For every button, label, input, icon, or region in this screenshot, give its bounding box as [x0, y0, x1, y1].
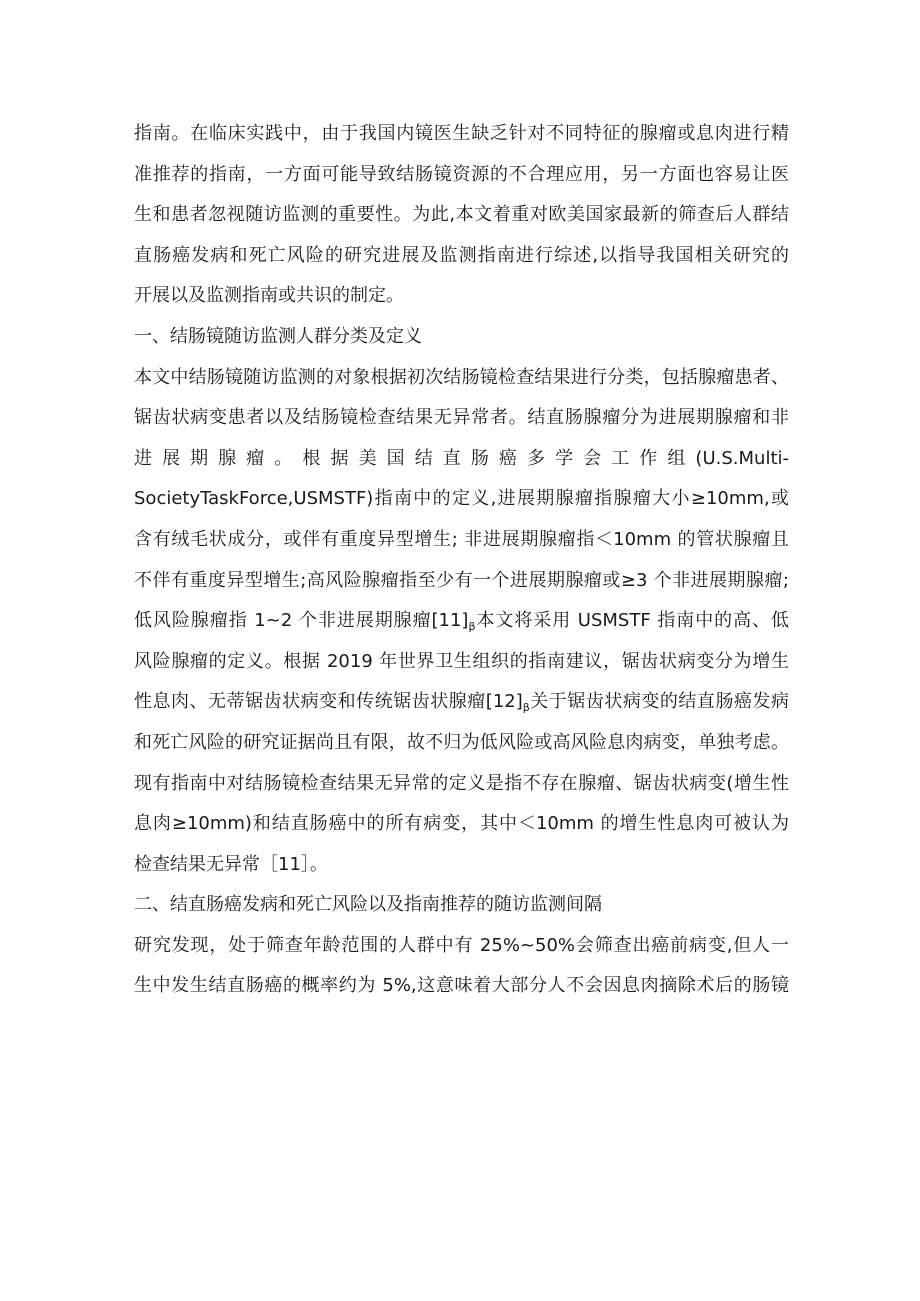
document-body [134, 114, 789, 1007]
text-line: 检查结果无异常［11］。 [134, 853, 328, 875]
text-segment: 本文将采用 USMSTF 指南中的高、低 [475, 610, 789, 632]
citation-subscript: β [522, 701, 530, 715]
text-segment: 性息肉、无蒂锯齿状病变和传统锯齿状腺瘤[12] [134, 691, 523, 713]
text-line: 本文中结肠镜随访监测的对象根据初次结肠镜检查结果进行分类，包括腺瘤患者、 [134, 366, 789, 388]
text-segment: 低风险腺瘤指 1~2 个非进展期腺瘤[11] [134, 610, 469, 632]
text-line: 不伴有重度异型增生;高风险腺瘤指至少有一个进展期腺瘤或≥3 个非进展期腺瘤; [134, 569, 789, 591]
text-line: 息肉≥10mm)和结直肠癌中的所有病变，其中＜10mm 的增生性息肉可被认为 [134, 813, 789, 835]
text-line: 现有指南中对结肠镜检查结果无异常的定义是指不存在腺瘤、锯齿状病变(增生性 [134, 772, 789, 794]
text-line: 风险腺瘤的定义。根据 2019 年世界卫生组织的指南建议，锯齿状病变分为增生 [134, 650, 789, 672]
text-line: 生中发生结直肠癌的概率约为 5%,这意味着大部分人不会因息肉摘除术后的肠镜 [134, 975, 789, 997]
section-heading: 二、结直肠癌发病和死亡风险以及指南推荐的随访监测间隔 [134, 894, 602, 916]
text-line: 含有绒毛状成分，或伴有重度异型增生; 非进展期腺瘤指＜10mm 的管状腺瘤且 [134, 528, 789, 550]
text-line [134, 682, 789, 723]
text-line: 指南。在临床实践中，由于我国内镜医生缺乏针对不同特征的腺瘤或息肉进行精 [134, 123, 789, 144]
text-line: 进展期腺瘤。根据美国结直肠癌多学会工作组(U.S.Multi- [134, 447, 789, 469]
text-line: 直肠癌发病和死亡风险的研究进展及监测指南进行综述,以指导我国相关研究的 [134, 244, 789, 266]
text-line: 研究发现，处于筛查年龄范围的人群中有 25%~50%会筛查出癌前病变,但人一 [134, 934, 789, 956]
section-heading: 一、结肠镜随访监测人群分类及定义 [134, 325, 422, 347]
citation-subscript: β [468, 620, 476, 634]
text-segment: 关于锯齿状病变的结直肠癌发病 [529, 691, 789, 713]
text-line: 生和患者忽视随访监测的重要性。为此,本文着重对欧美国家最新的筛查后人群结 [134, 204, 789, 226]
text-line: 准推荐的指南，一方面可能导致结肠镜资源的不合理应用，另一方面也容易让医 [134, 163, 789, 185]
text-line: 开展以及监测指南或共识的制定。 [134, 285, 404, 307]
text-line: 和死亡风险的研究证据尚且有限，故不归为低风险或高风险息肉病变，单独考虑。 [134, 731, 789, 753]
text-line [134, 601, 789, 642]
text-line: 锯齿状病变患者以及结肠镜检查结果无异常者。结直肠腺瘤分为进展期腺瘤和非 [134, 407, 789, 429]
text-line: SocietyTaskForce,USMSTF)指南中的定义,进展期腺瘤指腺瘤大小≥10mm,或 [134, 488, 789, 510]
